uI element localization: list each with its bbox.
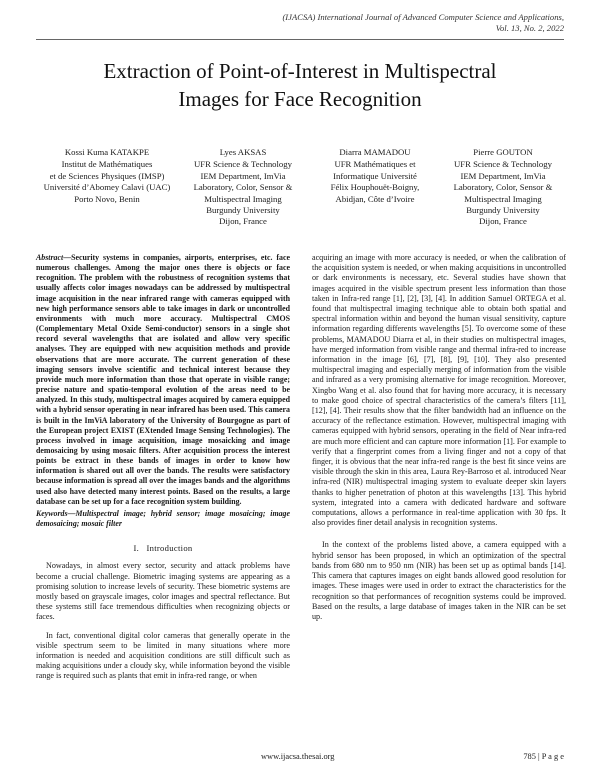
author-name: Kossi Kuma KATAKPE: [64, 147, 150, 157]
author-affiliation-line: Institut de Mathématiques: [61, 159, 153, 170]
header-rule: [36, 39, 564, 40]
abstract-text: —Security systems in companies, airports, enterprises, etc. face numerous challenges. Among the major ones there is objects or face recognition. The problem with the robustness of recognition systems that usually affects color images nowadays can be addressed by multispectral image acquisition in the near infrared range with cameras equipped with new high performance sensors able to take images in dark or uncontrolled environments with much more accuracy. Multispectral CMOS (Complementary Metal Oxide Semi-conductor) sensors in a single shot record several wavelengths that are isolated and allow very specific analyses. They are equipped with new acquisition methods and provide observations that are more accurate. The current generation of these imaging sensors involve scientific and technical interest because they provide much more information than those that operate in visible range; precise nature and spatio-temporal evolution of the areas need to be analyzed. In this study, multispectral images acquired by camera equipped with a hybrid sensor operating in near infrared has been used. This camera is built in the ImViA laboratory of the University of Bourgogne as part of the European project EXIST (EXtended Image Sensing Technologies). The process involved in image acquisition, image mosaicking and image demosaicing by using mosaic filters. After acquisition process the interest points be extract in these bands of images in order to know how information is shared out all over the bands. The results were satisfactory because information is spread all over the images bands and the algorithms used also have detected many interest points. Based on the results, a large database can be set up for a face recognition system building.: [36, 253, 290, 506]
abstract: [36, 253, 290, 507]
paragraph: In fact, conventional digital color cameras that generally operate in the visible spectrum seem to be limited in many situations where more information is needed and acquisition conditions are still difficult such as making acquisitions under a cloudy sky, while information beyond the visible range is required such as plants that emit in infra-red range, or when: [36, 630, 290, 681]
journal-header: [144, 12, 564, 34]
author-affiliation-line: Dijon, France: [479, 216, 527, 227]
author-3: [312, 147, 438, 205]
paragraph: Nowadays, in almost every sector, security and attack problems have become a crucial challenge. Biometric imaging systems are appearing as a promising solution to increase levels of security. These biometric systems are mostly based on grayscale images, color images and spectral reflectance. But these systems still face tremendous difficulties when recognizing objects or faces.: [36, 561, 290, 622]
author-block: [36, 147, 566, 267]
paragraph: acquiring an image with more accuracy is needed, or when the calibration of the acquisition system is needed, or when making acquisitions in uncontrolled or dark environments is necessary, etc. Several studies have shown that images acquired in the visible spectrum present less information than those taken in Infra-red range [1], [2], [3], [4]. In addition Samuel ORTEGA et al. found that multispectral imaging technique able to obtain both spatial and spectral information within and beyond the human visual sensitivity, capture information regarding differents wavelengths [5]. To overcome some of these problems, MAMADOU Diarra et al, in their studies on multispectral images, have merged information from visible range and thermal infra-red to increase information in the image [6], [7], [8], [9], [10]. They also presented multispectral imaging and especially merging of information from the visible and infrared as a very promising alternative for image recognition. Moreover, Xingbo Wang et al. also found that for having more accuracy, it is necessary to make good choice of spectral characteristics of the camera’s filters [11], [12], [4]. Their results show that the filter bandwidth had an influence on the accuracy of the reflectance estimation. However, multispectral imaging with cameras equipped with hybrid sensors, operating in the field of Near infra-red are much more efficient and can capture more information [1]. For example to verify that a fingerprint comes from a living finger and not a copy of that finger, it is obvious that the near infra-red range is the best fit since veins are visible through the skin in this area, Laura Rey-Barroso et al. introduced Near infra-red (NIR) multispectral imaging system to evaluate deeper skin layers thanks to higher penetration of photon at this wavelengths [13]. This hybrid system, integrated into a camera with dedicated hardware and software computations, allows a performance in real-time application with 30 fps. It also provides finer detail analysis in recognition systems.: [312, 253, 566, 528]
author-affiliation-line: UFR Science & Technology: [454, 159, 552, 170]
author-affiliation-line: Burgundy University: [466, 205, 540, 216]
paragraph: In the context of the problems listed above, a camera equipped with a hybrid sensor has been proposed, in which an optimization of the spectral bands from 680 nm to 950 nm (NIR) has been set up as optimal bands [14]. This camera that captures images on eight bands allowed good resolution for images. These images were used in order to extract the characteristics for the recognition so that performances of recognition systems could be improved. Based on the results, a large database of images taken in the NIR can be set up.: [312, 540, 566, 621]
author-affiliation-line: Multispectral Imaging: [464, 193, 542, 204]
author-4: [440, 147, 566, 228]
section-title: Introduction: [146, 543, 193, 554]
author-affiliation-line: Multispectral Imaging: [204, 193, 282, 204]
footer-url: www.ijacsa.thesai.org: [261, 752, 335, 761]
author-affiliation-line: IEM Department, ImVia: [460, 170, 546, 181]
author-1: [36, 147, 178, 205]
author-affiliation-line: UFR Mathématiques et: [334, 159, 416, 170]
author-affiliation-line: Burgundy University: [206, 205, 280, 216]
journal-name: (IJACSA) International Journal of Advanced Computer Science and Applications,: [282, 12, 564, 22]
author-affiliation-line: UFR Science & Technology: [194, 159, 292, 170]
author-affiliation-line: Abidjan, Côte d’Ivoire: [335, 193, 415, 204]
author-affiliation-line: Informatique Université: [333, 170, 417, 181]
abstract-lead: Abstract: [36, 253, 64, 262]
author-2: [180, 147, 306, 228]
section-numeral: I.: [133, 543, 140, 554]
author-affiliation-line: et de Sciences Physiques (IMSP): [49, 170, 165, 181]
author-affiliation-line: IEM Department, ImVia: [200, 170, 286, 181]
author-affiliation-line: Laboratory, Color, Sensor &: [193, 182, 293, 193]
author-affiliation-line: Félix Houphouët-Boigny,: [330, 182, 420, 193]
author-affiliation-line: Dijon, France: [219, 216, 267, 227]
author-name: Pierre GOUTON: [473, 147, 533, 157]
title-line-1: Extraction of Point-of-Interest in Multispectral: [103, 59, 497, 83]
journal-volume: Vol. 13, No. 2, 2022: [495, 23, 564, 33]
author-affiliation-line: Laboratory, Color, Sensor &: [453, 182, 553, 193]
page-number: 785 | P a g e: [523, 752, 564, 761]
author-name: Lyes AKSAS: [219, 147, 267, 157]
keywords: Keywords—Multispectral image; hybrid sensor; image mosaicing; image demosaicing; mosaic filter: [36, 508, 290, 529]
paper-title: [40, 57, 560, 113]
author-affiliation-line: Porto Novo, Benin: [74, 193, 140, 204]
left-column: [36, 253, 290, 690]
right-column: [312, 253, 566, 630]
author-affiliation-line: Université d’Abomey Calavi (UAC): [43, 182, 171, 193]
section-heading: [36, 543, 290, 553]
title-line-2: Images for Face Recognition: [178, 87, 422, 111]
author-name: Diarra MAMADOU: [339, 147, 411, 157]
